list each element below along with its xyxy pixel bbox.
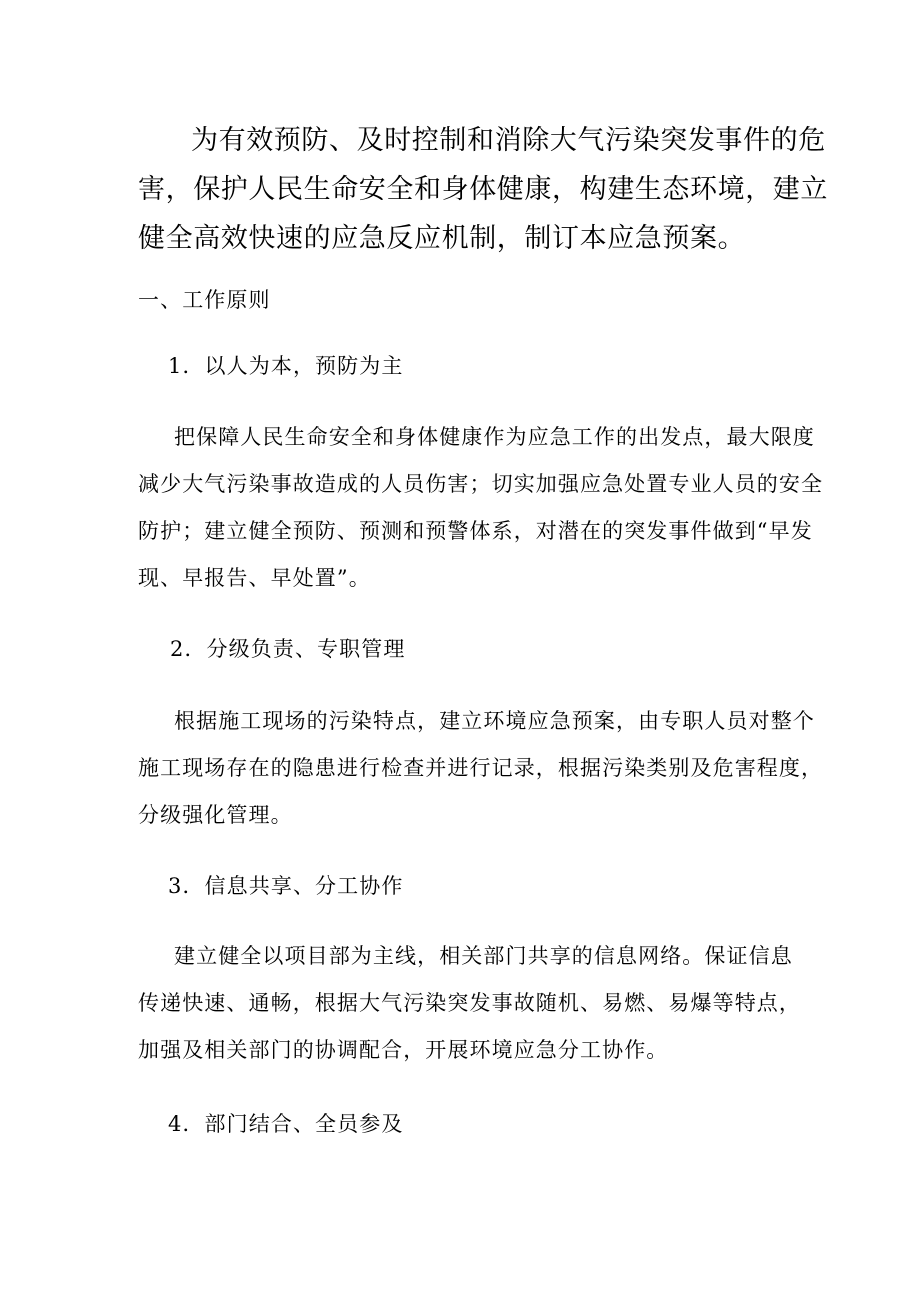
principle-1-line-3: 防护；建立健全预防、预测和预警体系，对潜在的突发事件做到“早发 xyxy=(138,519,813,543)
principle-3-line-2: 传递快速、通畅，根据大气污染突发事故随机、易燃、易爆等特点， xyxy=(138,991,801,1015)
principle-2-heading: 2．分级负责、专职管理 xyxy=(170,637,406,661)
principle-1-line-4: 现、早报告、早处置”。 xyxy=(138,566,371,590)
principle-2-line-2: 施工现场存在的隐患进行检查并进行记录，根据污染类别及危害程度， xyxy=(138,756,824,780)
principle-3-heading: 3．信息共享、分工协作 xyxy=(168,874,404,898)
principle-2-line-1: 根据施工现场的污染特点，建立环境应急预案，由专职人员对整个 xyxy=(174,709,815,733)
principle-1-line-1: 把保障人民生命安全和身体健康作为应急工作的出发点，最大限度 xyxy=(174,425,815,449)
principle-1-line-2: 减少大气污染事故造成的人员伤害；切实加强应急处置专业人员的安全 xyxy=(138,472,824,496)
intro-line-1: 为有效预防、及时控制和消除大气污染突发事件的危 xyxy=(191,125,826,156)
intro-line-2: 害，保护人民生命安全和身体健康，构建生态环境，建立 xyxy=(138,174,828,205)
section-heading-work-principles: 一、工作原则 xyxy=(138,288,271,312)
principle-1-heading: 1．以人为本，预防为主 xyxy=(168,354,404,378)
intro-line-3: 健全高效快速的应急反应机制，制订本应急预案。 xyxy=(138,223,746,254)
principle-3-line-1: 建立健全以项目部为主线，相关部门共享的信息网络。保证信息 xyxy=(174,944,793,968)
principle-4-heading: 4．部门结合、全员参及 xyxy=(168,1112,404,1136)
principle-2-line-3: 分级强化管理。 xyxy=(138,803,293,827)
principle-3-line-3: 加强及相关部门的协调配合，开展环境应急分工协作。 xyxy=(138,1038,669,1062)
